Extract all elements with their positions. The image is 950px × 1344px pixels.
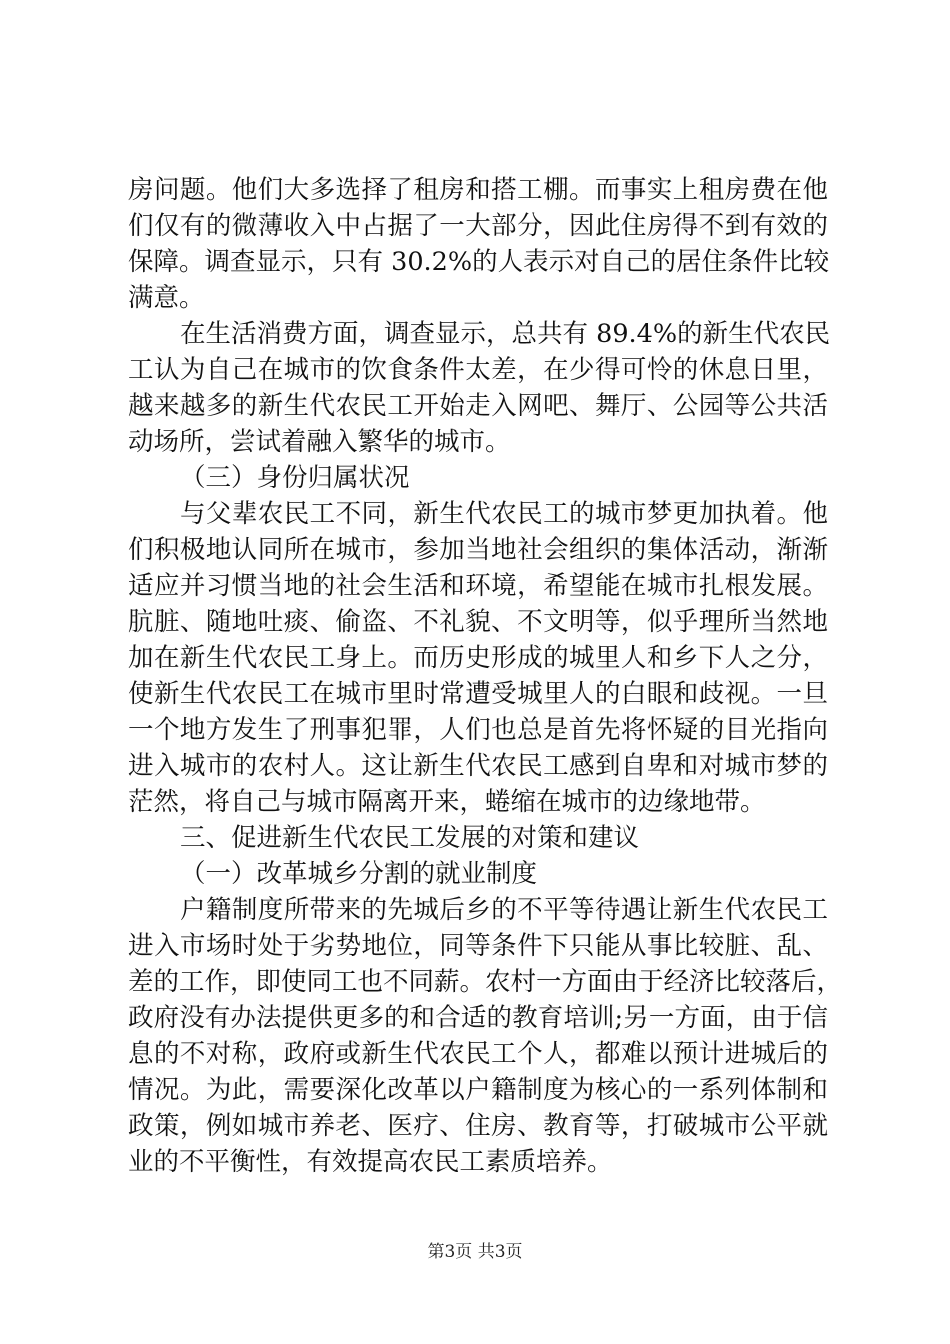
text-line: 肮脏、随地吐痰、偷盗、不礼貌、不文明等，似乎理所当然地 <box>128 607 828 637</box>
text-line: 越来越多的新生代农民工开始走入网吧、舞厅、公园等公共活 <box>128 391 828 421</box>
text-line: 进入市场时处于劣势地位，同等条件下只能从事比较脏、乱、 <box>128 931 828 961</box>
text-line: 息的不对称，政府或新生代农民工个人，都难以预计进城后的 <box>128 1039 828 1069</box>
text-line: 们仅有的微薄收入中占据了一大部分，因此住房得不到有效的 <box>128 211 828 241</box>
text-line: 业的不平衡性，有效提高农民工素质培养。 <box>128 1147 613 1177</box>
text-line: 差的工作，即使同工也不同薪。农村一方面由于经济比较落后， <box>128 967 843 997</box>
text-line: 满意。 <box>128 283 205 313</box>
paragraph-first-line: 在生活消费方面，调查显示，总共有 89.4%的新生代农民 <box>180 319 831 349</box>
text-line: 保障。调查显示，只有 30.2%的人表示对自己的居住条件比较 <box>128 247 830 277</box>
text-line: 动场所，尝试着融入繁华的城市。 <box>128 427 511 457</box>
text-line: 房问题。他们大多选择了租房和搭工棚。而事实上租房费在他 <box>128 175 828 205</box>
text-line: 茫然，将自己与城市隔离开来，蜷缩在城市的边缘地带。 <box>128 787 766 817</box>
text-line: 适应并习惯当地的社会生活和环境，希望能在城市扎根发展。 <box>128 571 828 601</box>
text-line: 一个地方发生了刑事犯罪，人们也总是首先将怀疑的目光指向 <box>128 715 828 745</box>
section-heading: （一）改革城乡分割的就业制度 <box>180 859 538 889</box>
text-line: 政府没有办法提供更多的和合适的教育培训;另一方面，由于信 <box>128 1003 828 1033</box>
paragraph-first-line: 与父辈农民工不同，新生代农民工的城市梦更加执着。他 <box>180 499 828 529</box>
text-line: 情况。为此，需要深化改革以户籍制度为核心的一系列体制和 <box>128 1075 828 1105</box>
page-number: 第3页 共3页 <box>427 1242 523 1262</box>
paragraph-first-line: 户籍制度所带来的先城后乡的不平等待遇让新生代农民工 <box>180 895 828 925</box>
text-line: 加在新生代农民工身上。而历史形成的城里人和乡下人之分， <box>128 643 828 673</box>
section-heading: （三）身份归属状况 <box>180 463 410 493</box>
document-body <box>128 172 843 1180</box>
text-line: 进入城市的农村人。这让新生代农民工感到自卑和对城市梦的 <box>128 751 828 781</box>
page-footer <box>0 1240 950 1264</box>
text-line: 们积极地认同所在城市，参加当地社会组织的集体活动，渐渐 <box>128 535 828 565</box>
text-line: 工认为自己在城市的饮食条件太差，在少得可怜的休息日里， <box>128 355 828 385</box>
chapter-heading: 三、促进新生代农民工发展的对策和建议 <box>180 823 640 853</box>
text-line: 使新生代农民工在城市里时常遭受城里人的白眼和歧视。一旦 <box>128 679 828 709</box>
text-line: 政策，例如城市养老、医疗、住房、教育等，打破城市公平就 <box>128 1111 828 1141</box>
